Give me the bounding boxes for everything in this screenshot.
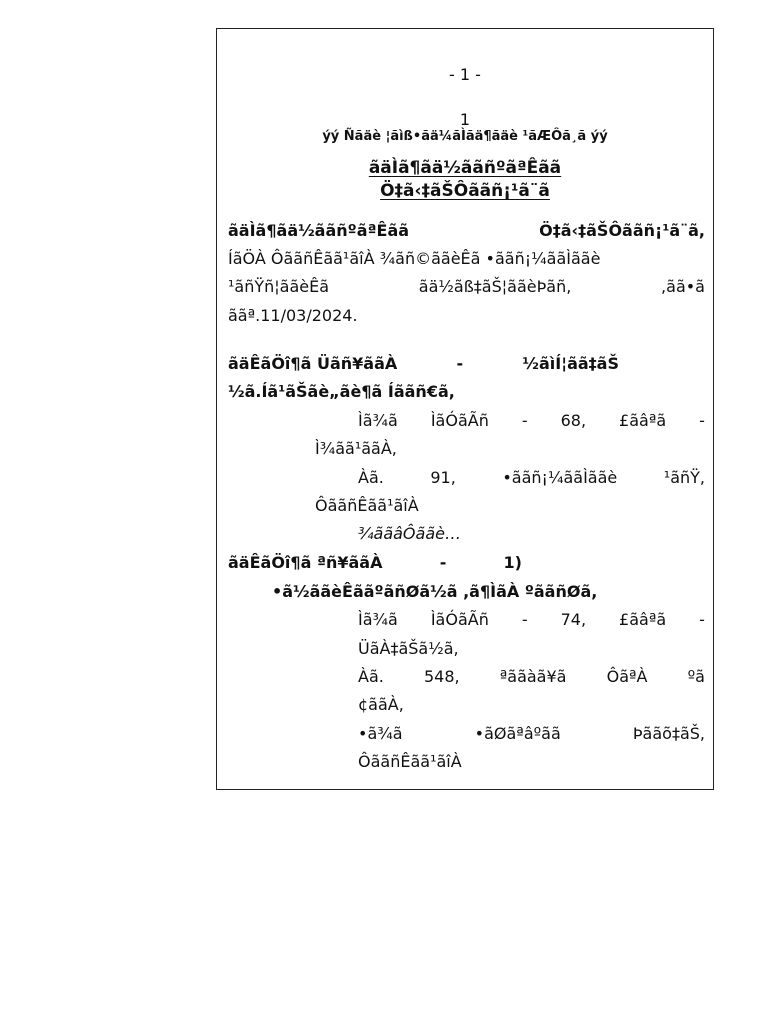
document-title-line-2: Ö‡ã‹‡ãŠÔããñ¡¹ã¨ã xyxy=(380,181,550,201)
party1-age-word: - xyxy=(521,411,528,430)
intro-word: Ö‡ã‹‡ãŠÔããñ¡¹ã¨ã, xyxy=(539,221,705,240)
document-page xyxy=(216,28,714,790)
intro-line-1 xyxy=(228,221,705,241)
party2-locality-word: •ãØãªâºãã xyxy=(474,724,561,743)
party2-address-word: ªããàã¥ã xyxy=(499,667,567,686)
party2-locality-line xyxy=(358,724,705,744)
party2-address-line xyxy=(358,667,705,687)
party2-address-word: Àã. xyxy=(358,667,384,686)
party2-age-word: £ãâªã xyxy=(619,610,667,629)
party2-address-line-2: ¢ããÀ, xyxy=(358,695,404,714)
party1-name: ½ã.Íã¹ãŠãè„ãè¶ã Íããñ€ã, xyxy=(228,382,455,401)
party1-address-word: ¹ãñŸ, xyxy=(663,468,705,487)
party2-address-word: ÔãªÀ xyxy=(606,667,648,686)
party2-locality-word: Þããõ‡ãŠ, xyxy=(632,724,705,743)
party2-label-dash: - xyxy=(439,553,447,572)
party1-address-word: 91, xyxy=(430,468,456,487)
party2-name: •ã½ããèÊããºãñØã½ã ,ã¶ÌãÀ ºããñØã, xyxy=(272,582,598,601)
party2-occupation: ÜãÀ‡ãŠã½ã, xyxy=(358,639,459,658)
party1-city: ÔããñÊãã¹ãîÀ xyxy=(315,496,419,515)
party2-locality-word: •ã¾ã xyxy=(358,724,403,743)
party2-label xyxy=(228,553,522,573)
party2-age-word: 74, xyxy=(560,610,587,629)
party1-age-word: ÌãÓãÃñ xyxy=(430,411,489,430)
party2-age-word: - xyxy=(521,610,528,629)
party1-age-word: £ãâªã xyxy=(619,411,667,430)
intro-line-4: ããª.11/03/2024. xyxy=(228,306,358,325)
party2-label-number: 1) xyxy=(503,553,522,572)
intro-line-2: ÍãÖÀ ÔããñÊãã¹ãîÀ ¾ãñ©ããèÊã •ããñ¡¼ããÌããè xyxy=(228,249,601,268)
party2-age-word: ÌãÓãÃñ xyxy=(430,610,489,629)
party2-label-text: ãäÊãÖî¶ã ªñ¥ããÀ xyxy=(228,553,383,572)
intro-word: ãäÌã¶ãä½ããñºãªÊãã xyxy=(228,221,410,240)
party1-role: ¾ããâÔããè… xyxy=(358,524,461,543)
heading-subtitle: ýý Ñãäè ¦ãìß•ãä¼ãÌãä¶ãäè ¹ãÆÔã¸ã ýý xyxy=(322,129,608,144)
party1-address-word: •ããñ¡¼ããÌããè xyxy=(502,468,618,487)
party1-label-role: ½ãìÍ¦ãã‡ãŠ xyxy=(522,354,619,373)
party1-address-word: Àã. xyxy=(358,468,384,487)
heading-number: 1 xyxy=(459,110,471,129)
party1-label xyxy=(228,354,619,374)
intro-word: ãä½ãß‡ãŠ¦ããèÞãñ, xyxy=(418,277,572,296)
intro-word: ¹ãñŸñ¦ããèÊã xyxy=(228,277,330,296)
party2-age-word: Ìã¾ã xyxy=(358,610,398,629)
document-title-line-1: ãäÌã¶ãä½ããñºãªÊãã xyxy=(368,158,562,178)
party1-label-dash: - xyxy=(456,354,464,373)
intro-word: ,ãã•ã xyxy=(661,277,705,296)
party1-label-text: ãäÊãÖî¶ã Üãñ¥ããÀ xyxy=(228,354,398,373)
party1-age-word: 68, xyxy=(560,411,587,430)
page-number: - 1 - xyxy=(449,65,481,84)
party2-age-line xyxy=(358,610,705,630)
party2-address-word: 548, xyxy=(423,667,460,686)
party1-age-word: Ìã¾ã xyxy=(358,411,398,430)
intro-line-3 xyxy=(228,277,705,297)
party2-address-word: ºã xyxy=(687,667,705,686)
party1-occupation: Ì¾ãã¹ããÀ, xyxy=(315,439,397,458)
party2-city: ÔããñÊãã¹ãîÀ xyxy=(358,752,462,771)
party1-age-word: - xyxy=(699,411,705,430)
party2-age-word: - xyxy=(699,610,705,629)
party1-age-line xyxy=(358,411,705,431)
party1-address-line xyxy=(358,468,705,488)
